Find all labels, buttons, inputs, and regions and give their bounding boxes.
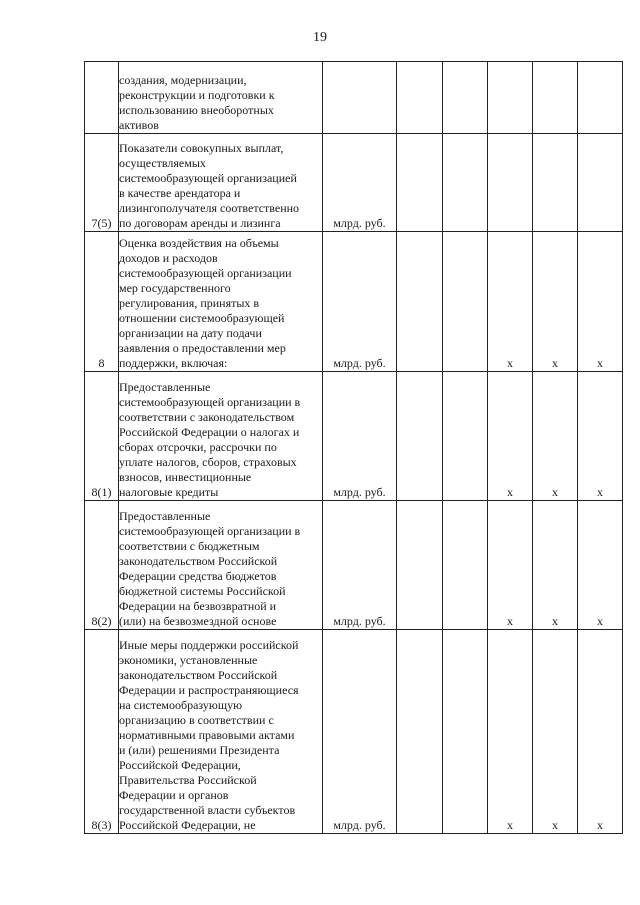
value-cell xyxy=(443,501,488,630)
row-number: 8(1) xyxy=(85,372,119,501)
description-line: Российской Федерации о налогах и xyxy=(119,425,300,439)
description-line: нормативными правовыми актами xyxy=(119,728,295,742)
description-line: на системообразующую xyxy=(119,698,243,712)
description-line: системообразующей организации в xyxy=(119,524,301,538)
value-cell xyxy=(578,134,623,232)
description-line: лизингополучателя соответственно xyxy=(119,201,300,215)
description-line: поддержки, включая: xyxy=(119,356,228,370)
description-line: экономики, установленные xyxy=(119,653,258,667)
value-cell xyxy=(443,62,488,134)
description-line: Федерации средства бюджетов xyxy=(119,569,277,583)
table-row xyxy=(85,232,623,372)
row-number: 8(3) xyxy=(85,630,119,834)
value-cell: x xyxy=(578,372,623,501)
description-line: системообразующей организации в xyxy=(119,395,301,409)
value-cell xyxy=(578,62,623,134)
unit-cell: млрд. руб. xyxy=(323,134,397,232)
value-cell xyxy=(397,232,443,372)
description-line: отношении системообразующей xyxy=(119,311,285,325)
description-line: налоговые кредиты xyxy=(119,485,219,499)
value-cell: x xyxy=(533,630,578,834)
description-line: Оценка воздействия на объемы xyxy=(119,236,279,250)
description-line: в качестве арендатора и xyxy=(119,186,241,200)
description-line: Показатели совокупных выплат, xyxy=(119,141,284,155)
description-line: государственной власти субъектов xyxy=(119,803,296,817)
value-cell: x xyxy=(488,232,533,372)
description-line: реконструкции и подготовки к xyxy=(119,88,275,102)
description-line: взносов, инвестиционные xyxy=(119,470,252,484)
value-cell xyxy=(533,62,578,134)
row-number xyxy=(85,62,119,134)
unit-cell xyxy=(323,62,397,134)
value-cell: x xyxy=(578,232,623,372)
description-line: по договорам аренды и лизинга xyxy=(119,216,281,230)
unit-cell: млрд. руб. xyxy=(323,630,397,834)
description-line: заявления о предоставлении мер xyxy=(119,341,286,355)
description-line: Предоставленные xyxy=(119,380,211,394)
description-line: системообразующей организации xyxy=(119,266,292,280)
indicator-description xyxy=(119,372,323,501)
unit-cell: млрд. руб. xyxy=(323,372,397,501)
value-cell xyxy=(533,134,578,232)
value-cell xyxy=(397,501,443,630)
table-row xyxy=(85,372,623,501)
description-line: Правительства Российской xyxy=(119,773,257,787)
indicator-description xyxy=(119,134,323,232)
page-number: 19 xyxy=(313,30,327,45)
description-line: организацию в соответствии с xyxy=(119,713,274,727)
description-line: осуществляемых xyxy=(119,156,206,170)
description-line: Российской Федерации, не xyxy=(119,818,256,832)
value-cell: x xyxy=(533,372,578,501)
table-row xyxy=(85,134,623,232)
value-cell xyxy=(397,62,443,134)
table-row xyxy=(85,630,623,834)
description-line: соответствии с бюджетным xyxy=(119,539,260,553)
indicator-description xyxy=(119,501,323,630)
description-line: законодательством Российской xyxy=(119,554,278,568)
row-number: 8 xyxy=(85,232,119,372)
value-cell: x xyxy=(488,372,533,501)
value-cell: x xyxy=(578,630,623,834)
value-cell: x xyxy=(578,501,623,630)
description-line: доходов и расходов xyxy=(119,251,218,265)
description-line: сборах отсрочки, рассрочки по xyxy=(119,440,277,454)
value-cell xyxy=(488,62,533,134)
description-line: Предоставленные xyxy=(119,509,211,523)
table-row xyxy=(85,501,623,630)
description-line: организации на дату подачи xyxy=(119,326,262,340)
description-line: соответствии с законодательством xyxy=(119,410,295,424)
description-line: Федерации и органов xyxy=(119,788,229,802)
table-row xyxy=(85,62,623,134)
value-cell xyxy=(397,372,443,501)
description-line: использованию внеоборотных xyxy=(119,103,274,117)
value-cell: x xyxy=(488,630,533,834)
description-line: уплате налогов, сборов, страховых xyxy=(119,455,297,469)
indicators-table xyxy=(84,61,623,834)
description-line: активов xyxy=(119,118,159,132)
description-line: системообразующей организацией xyxy=(119,171,297,185)
description-line: Иные меры поддержки российской xyxy=(119,638,299,652)
row-number: 8(2) xyxy=(85,501,119,630)
value-cell: x xyxy=(533,232,578,372)
value-cell: x xyxy=(488,501,533,630)
value-cell xyxy=(397,630,443,834)
indicator-description xyxy=(119,232,323,372)
description-line: законодательством Российской xyxy=(119,668,278,682)
description-line: и (или) решениями Президента xyxy=(119,743,280,757)
row-number: 7(5) xyxy=(85,134,119,232)
value-cell xyxy=(443,630,488,834)
description-line: Федерации на безвозвратной и xyxy=(119,599,277,613)
description-line: регулирования, принятых в xyxy=(119,296,260,310)
unit-cell: млрд. руб. xyxy=(323,501,397,630)
description-line: Российской Федерации, xyxy=(119,758,241,772)
description-line: мер государственного xyxy=(119,281,231,295)
value-cell xyxy=(397,134,443,232)
description-line: создания, модернизации, xyxy=(119,73,247,87)
indicator-description xyxy=(119,630,323,834)
value-cell: x xyxy=(533,501,578,630)
description-line: Федерации и распространяющиеся xyxy=(119,683,299,697)
description-line: бюджетной системы Российской xyxy=(119,584,286,598)
value-cell xyxy=(443,232,488,372)
value-cell xyxy=(488,134,533,232)
indicator-description xyxy=(119,62,323,134)
description-line: (или) на безвозмездной основе xyxy=(119,614,277,628)
unit-cell: млрд. руб. xyxy=(323,232,397,372)
value-cell xyxy=(443,372,488,501)
value-cell xyxy=(443,134,488,232)
